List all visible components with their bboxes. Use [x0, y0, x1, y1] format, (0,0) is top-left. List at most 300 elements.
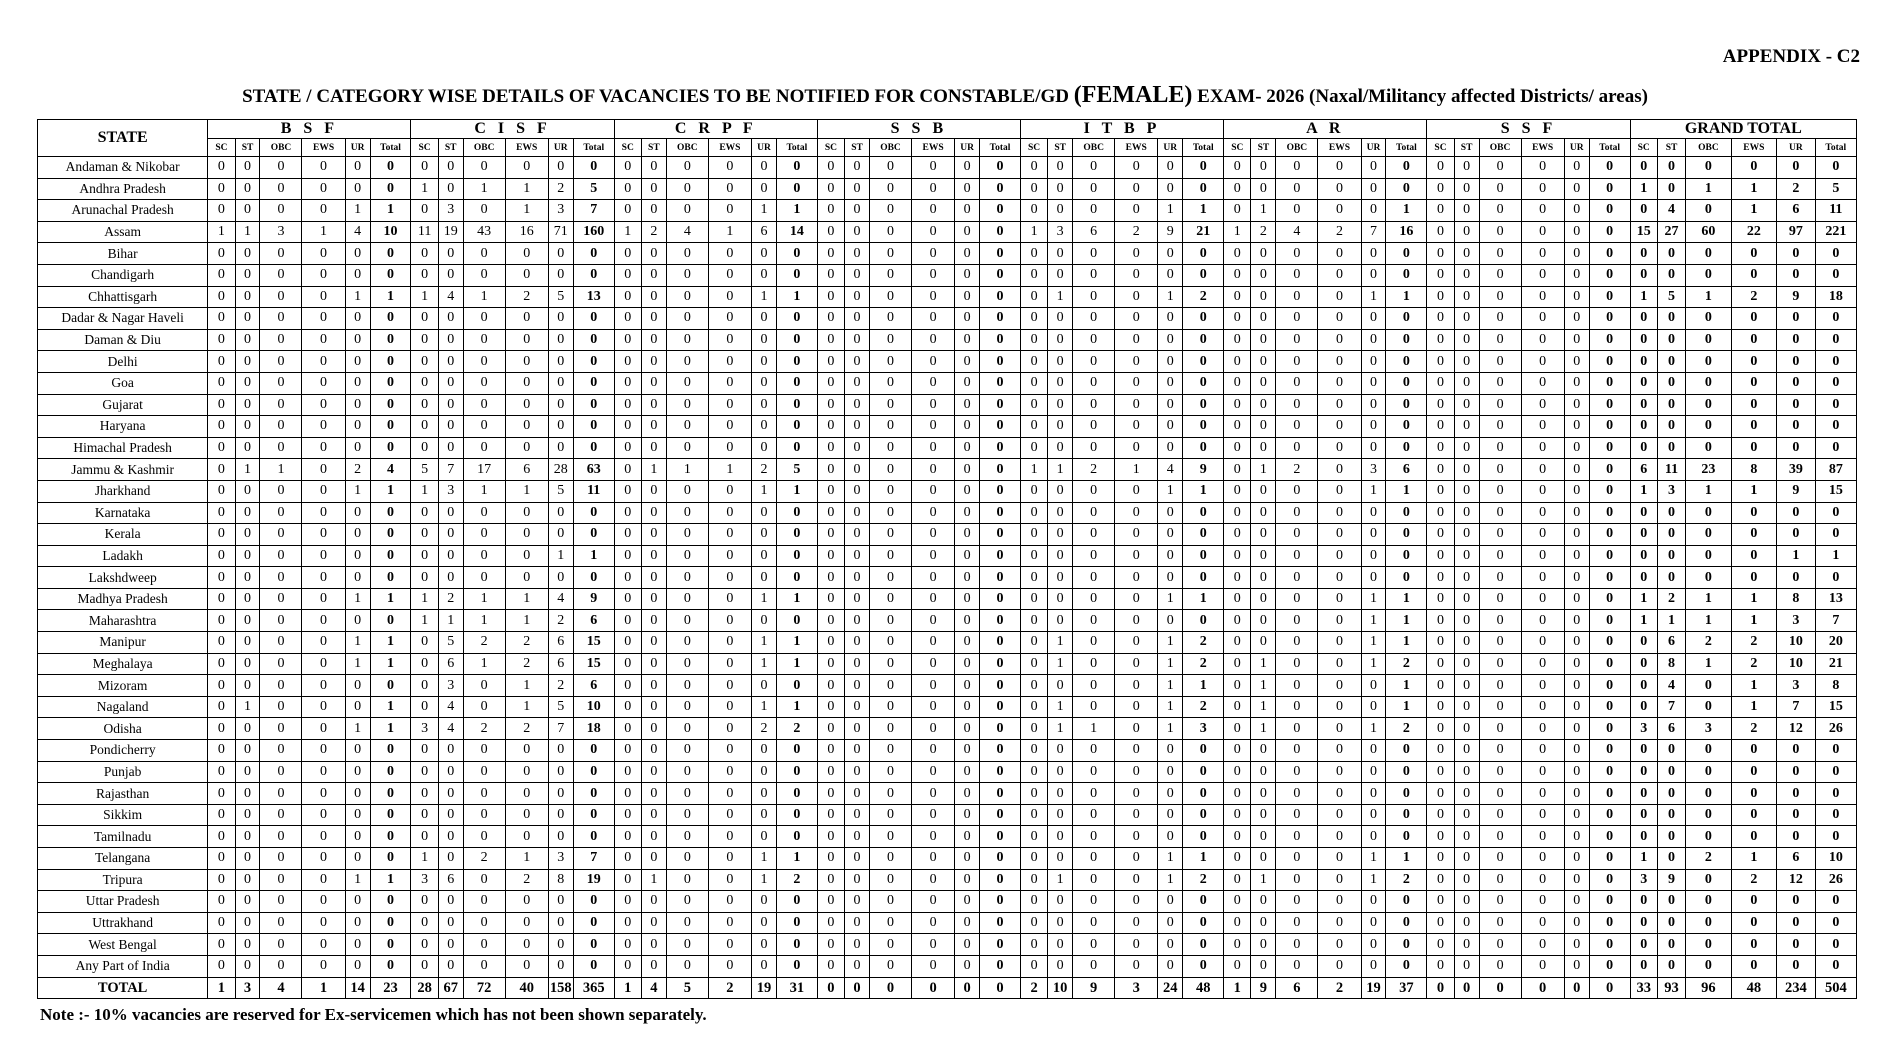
value-cell: 0: [751, 783, 776, 805]
value-cell: 0: [1479, 286, 1521, 308]
value-cell: 0: [1454, 632, 1479, 654]
value-cell: 0: [870, 264, 912, 286]
value-cell: 0: [817, 891, 844, 913]
value-cell: 0: [1276, 696, 1318, 718]
value-cell: 0: [1479, 610, 1521, 632]
value-cell: 0: [505, 372, 548, 394]
total-cell: 0: [573, 955, 614, 977]
value-cell: 0: [208, 264, 235, 286]
category-header: Total: [1386, 139, 1427, 157]
value-cell: 0: [1427, 524, 1454, 546]
value-cell: 0: [1479, 761, 1521, 783]
value-cell: 0: [260, 826, 302, 848]
value-cell: 0: [260, 783, 302, 805]
value-cell: 1: [463, 178, 505, 200]
value-cell: 0: [1454, 567, 1479, 589]
value-cell: 0: [641, 351, 666, 373]
value-cell: 0: [666, 761, 708, 783]
value-cell: 0: [1777, 912, 1816, 934]
value-cell: 0: [1073, 178, 1115, 200]
appendix-label: APPENDIX - C2: [1722, 46, 1860, 67]
value-cell: 0: [1048, 524, 1073, 546]
value-cell: 0: [1115, 934, 1158, 956]
value-cell: 0: [666, 718, 708, 740]
value-cell: 1: [1630, 480, 1657, 502]
value-cell: 0: [845, 264, 870, 286]
value-cell: 0: [1224, 459, 1251, 481]
value-cell: 0: [1564, 588, 1589, 610]
value-cell: 0: [345, 524, 370, 546]
value-cell: 0: [1318, 459, 1361, 481]
value-cell: 0: [463, 783, 505, 805]
state-name: Karnataka: [38, 502, 208, 524]
value-cell: 0: [751, 912, 776, 934]
value-cell: 0: [1521, 696, 1564, 718]
value-cell: 0: [463, 308, 505, 330]
value-cell: 0: [817, 308, 844, 330]
total-cell: 1: [776, 588, 817, 610]
total-cell: 0: [776, 264, 817, 286]
value-cell: 0: [641, 675, 666, 697]
value-cell: 6: [548, 653, 573, 675]
value-cell: 0: [463, 869, 505, 891]
total-cell: 0: [1183, 157, 1224, 179]
value-cell: 0: [1158, 394, 1183, 416]
value-cell: 0: [1224, 502, 1251, 524]
value-cell: 0: [614, 567, 641, 589]
table-row: [38, 264, 1857, 286]
value-cell: 1: [505, 696, 548, 718]
value-cell: 0: [641, 329, 666, 351]
value-cell: 0: [1048, 912, 1073, 934]
value-cell: 0: [1777, 891, 1816, 913]
total-cell: 0: [980, 502, 1021, 524]
total-cell: 0: [980, 372, 1021, 394]
value-cell: 0: [666, 394, 708, 416]
value-cell: 1: [1731, 675, 1776, 697]
value-cell: 0: [614, 437, 641, 459]
total-cell: 0: [1386, 545, 1427, 567]
value-cell: 0: [411, 372, 438, 394]
value-cell: 1: [1731, 588, 1776, 610]
value-cell: 1: [235, 221, 260, 243]
value-cell: 0: [235, 675, 260, 697]
total-cell: 15: [1815, 480, 1856, 502]
value-cell: 0: [912, 264, 955, 286]
value-cell: 0: [1224, 696, 1251, 718]
value-cell: 1: [411, 588, 438, 610]
value-cell: 1: [1657, 610, 1685, 632]
value-cell: 0: [1318, 372, 1361, 394]
force-header: S S B: [817, 120, 1020, 139]
value-cell: 0: [1251, 891, 1276, 913]
total-cell: 0: [1386, 934, 1427, 956]
value-cell: 0: [1158, 761, 1183, 783]
value-cell: 0: [1454, 696, 1479, 718]
value-cell: 0: [345, 912, 370, 934]
value-cell: 0: [1427, 848, 1454, 870]
category-header: Total: [573, 139, 614, 157]
value-cell: 0: [1115, 200, 1158, 222]
value-cell: 0: [1318, 610, 1361, 632]
value-cell: 0: [1731, 308, 1776, 330]
value-cell: 0: [1521, 588, 1564, 610]
value-cell: 0: [751, 264, 776, 286]
value-cell: 0: [1251, 394, 1276, 416]
value-cell: 0: [438, 934, 463, 956]
value-cell: 0: [260, 675, 302, 697]
state-name: Andaman & Nikobar: [38, 157, 208, 179]
total-cell: 0: [573, 157, 614, 179]
value-cell: 1: [1158, 480, 1183, 502]
value-cell: 0: [438, 891, 463, 913]
value-cell: 0: [1777, 416, 1816, 438]
force-header: C R P F: [614, 120, 817, 139]
total-cell: 0: [1589, 264, 1630, 286]
value-cell: 0: [1251, 545, 1276, 567]
value-cell: 0: [912, 545, 955, 567]
value-cell: 0: [1479, 416, 1521, 438]
value-cell: 0: [1657, 761, 1685, 783]
value-cell: 0: [666, 588, 708, 610]
value-cell: 0: [1521, 437, 1564, 459]
value-cell: 0: [845, 761, 870, 783]
value-cell: 0: [845, 524, 870, 546]
value-cell: 0: [1427, 178, 1454, 200]
value-cell: 0: [302, 200, 345, 222]
total-cell: 0: [776, 545, 817, 567]
value-cell: 0: [1361, 502, 1386, 524]
total-cell: 10: [370, 221, 411, 243]
value-cell: 1: [1251, 200, 1276, 222]
value-cell: 0: [912, 740, 955, 762]
value-cell: 0: [1427, 416, 1454, 438]
value-cell: 0: [1657, 524, 1685, 546]
value-cell: 1: [1686, 588, 1731, 610]
value-cell: 0: [235, 632, 260, 654]
value-cell: 0: [1224, 545, 1251, 567]
value-cell: 0: [345, 934, 370, 956]
value-cell: 0: [751, 761, 776, 783]
value-cell: 0: [463, 955, 505, 977]
value-cell: 0: [548, 567, 573, 589]
total-cell: 0: [1386, 740, 1427, 762]
value-cell: 0: [1158, 610, 1183, 632]
value-cell: 0: [1427, 157, 1454, 179]
value-cell: 2: [641, 221, 666, 243]
state-name: Uttrakhand: [38, 912, 208, 934]
table-row: [38, 200, 1857, 222]
value-cell: 0: [817, 761, 844, 783]
value-cell: 0: [1521, 480, 1564, 502]
value-cell: 0: [1276, 588, 1318, 610]
value-cell: 0: [817, 740, 844, 762]
value-cell: 0: [751, 437, 776, 459]
value-cell: 0: [955, 740, 980, 762]
value-cell: 0: [463, 524, 505, 546]
value-cell: 1: [345, 200, 370, 222]
value-cell: 1: [1777, 545, 1816, 567]
value-cell: 0: [912, 653, 955, 675]
value-cell: 0: [870, 567, 912, 589]
value-cell: 0: [505, 329, 548, 351]
value-cell: 0: [1115, 524, 1158, 546]
value-cell: 0: [302, 394, 345, 416]
value-cell: 1: [1686, 178, 1731, 200]
total-cell: 0: [1589, 912, 1630, 934]
value-cell: 0: [235, 912, 260, 934]
value-cell: 0: [1630, 653, 1657, 675]
total-cell: 0: [1589, 955, 1630, 977]
value-cell: 0: [955, 610, 980, 632]
value-cell: 1: [1251, 869, 1276, 891]
value-cell: 4: [438, 718, 463, 740]
total-cell: 0: [1589, 588, 1630, 610]
value-cell: 0: [1777, 804, 1816, 826]
total-cell: 0: [1815, 502, 1856, 524]
value-cell: 0: [870, 804, 912, 826]
value-cell: 0: [1073, 588, 1115, 610]
total-cell: 2: [1183, 653, 1224, 675]
value-cell: 0: [548, 394, 573, 416]
value-cell: 0: [751, 955, 776, 977]
value-cell: 0: [641, 200, 666, 222]
value-cell: 0: [1073, 761, 1115, 783]
value-cell: 0: [1276, 869, 1318, 891]
value-cell: 234: [1777, 977, 1816, 999]
value-cell: 0: [817, 848, 844, 870]
category-header: OBC: [666, 139, 708, 157]
value-cell: 0: [1073, 351, 1115, 373]
value-cell: 0: [302, 696, 345, 718]
value-cell: 0: [260, 308, 302, 330]
value-cell: 12: [1777, 869, 1816, 891]
value-cell: 4: [260, 977, 302, 999]
total-cell: 0: [776, 178, 817, 200]
value-cell: 0: [1521, 761, 1564, 783]
value-cell: 0: [614, 740, 641, 762]
value-cell: 0: [641, 480, 666, 502]
value-cell: 0: [1521, 740, 1564, 762]
value-cell: 0: [1073, 696, 1115, 718]
value-cell: 0: [845, 351, 870, 373]
value-cell: 0: [1630, 372, 1657, 394]
value-cell: 0: [463, 545, 505, 567]
total-cell: 0: [1183, 502, 1224, 524]
value-cell: 9: [1158, 221, 1183, 243]
value-cell: 0: [666, 955, 708, 977]
value-cell: 10: [1048, 977, 1073, 999]
value-cell: 0: [1158, 826, 1183, 848]
total-cell: 0: [980, 480, 1021, 502]
table-row: [38, 653, 1857, 675]
total-cell: 1: [370, 718, 411, 740]
value-cell: 0: [302, 869, 345, 891]
value-cell: 7: [548, 718, 573, 740]
table-row: [38, 610, 1857, 632]
value-cell: 0: [1251, 243, 1276, 265]
total-cell: 0: [370, 826, 411, 848]
total-cell: 1: [573, 545, 614, 567]
value-cell: 0: [666, 783, 708, 805]
value-cell: 0: [1521, 632, 1564, 654]
value-cell: 0: [1427, 804, 1454, 826]
value-cell: 0: [912, 783, 955, 805]
total-cell: 0: [573, 912, 614, 934]
value-cell: 0: [666, 157, 708, 179]
total-cell: 1: [370, 869, 411, 891]
value-cell: 0: [666, 696, 708, 718]
value-cell: 0: [614, 178, 641, 200]
value-cell: 0: [1224, 480, 1251, 502]
value-cell: 0: [1731, 264, 1776, 286]
value-cell: 0: [1686, 891, 1731, 913]
total-cell: 0: [980, 912, 1021, 934]
table-row: [38, 394, 1857, 416]
value-cell: 2: [1686, 848, 1731, 870]
category-header: OBC: [1686, 139, 1731, 157]
value-cell: 3: [1630, 718, 1657, 740]
value-cell: 0: [614, 718, 641, 740]
value-cell: 0: [912, 912, 955, 934]
value-cell: 0: [548, 524, 573, 546]
value-cell: 0: [1318, 502, 1361, 524]
value-cell: 0: [1224, 632, 1251, 654]
value-cell: 22: [1731, 221, 1776, 243]
value-cell: 0: [641, 783, 666, 805]
value-cell: 67: [438, 977, 463, 999]
total-cell: 0: [573, 740, 614, 762]
value-cell: 0: [548, 437, 573, 459]
total-cell: 0: [1183, 891, 1224, 913]
value-cell: 1: [235, 459, 260, 481]
total-cell: 37: [1386, 977, 1427, 999]
value-cell: 0: [438, 804, 463, 826]
table-row: [38, 437, 1857, 459]
value-cell: 0: [1115, 912, 1158, 934]
total-cell: 0: [1183, 934, 1224, 956]
total-cell: 0: [1183, 567, 1224, 589]
value-cell: 0: [870, 437, 912, 459]
value-cell: 1: [1731, 178, 1776, 200]
category-header: ST: [845, 139, 870, 157]
value-cell: 0: [345, 243, 370, 265]
value-cell: 0: [870, 351, 912, 373]
value-cell: 0: [1521, 243, 1564, 265]
value-cell: 0: [1318, 632, 1361, 654]
total-cell: 1: [1183, 200, 1224, 222]
value-cell: 0: [641, 243, 666, 265]
value-cell: 0: [1115, 480, 1158, 502]
total-cell: 10: [1815, 848, 1856, 870]
total-cell: 0: [776, 416, 817, 438]
value-cell: 0: [870, 157, 912, 179]
value-cell: 0: [1777, 524, 1816, 546]
value-cell: 0: [1454, 416, 1479, 438]
value-cell: 0: [666, 524, 708, 546]
value-cell: 0: [302, 329, 345, 351]
state-name: Daman & Diu: [38, 329, 208, 351]
value-cell: 0: [955, 372, 980, 394]
value-cell: 93: [1657, 977, 1685, 999]
value-cell: 0: [1427, 610, 1454, 632]
state-name: Odisha: [38, 718, 208, 740]
value-cell: 0: [1454, 869, 1479, 891]
value-cell: 0: [260, 740, 302, 762]
value-cell: 0: [751, 502, 776, 524]
value-cell: 0: [1777, 308, 1816, 330]
value-cell: 12: [1777, 718, 1816, 740]
value-cell: 0: [208, 804, 235, 826]
total-cell: 0: [980, 891, 1021, 913]
value-cell: 1: [463, 286, 505, 308]
value-cell: 0: [1318, 675, 1361, 697]
value-cell: 0: [1564, 329, 1589, 351]
value-cell: 0: [548, 934, 573, 956]
value-cell: 0: [1251, 372, 1276, 394]
value-cell: 0: [1564, 524, 1589, 546]
value-cell: 0: [708, 740, 751, 762]
value-cell: 0: [1318, 286, 1361, 308]
value-cell: 0: [302, 934, 345, 956]
value-cell: 0: [1318, 416, 1361, 438]
category-header: ST: [1251, 139, 1276, 157]
value-cell: 0: [1318, 955, 1361, 977]
value-cell: 0: [463, 891, 505, 913]
value-cell: 0: [912, 804, 955, 826]
value-cell: 0: [1686, 761, 1731, 783]
value-cell: 19: [438, 221, 463, 243]
value-cell: 0: [1073, 848, 1115, 870]
value-cell: 0: [955, 696, 980, 718]
total-cell: 0: [370, 264, 411, 286]
value-cell: 0: [208, 200, 235, 222]
value-cell: 0: [1564, 912, 1589, 934]
category-header: EWS: [708, 139, 751, 157]
value-cell: 0: [1318, 740, 1361, 762]
total-cell: 4: [370, 459, 411, 481]
value-cell: 0: [208, 610, 235, 632]
state-name: Arunachal Pradesh: [38, 200, 208, 222]
category-header: Total: [1815, 139, 1856, 157]
value-cell: 0: [1158, 524, 1183, 546]
value-cell: 39: [1777, 459, 1816, 481]
value-cell: 0: [345, 545, 370, 567]
total-cell: 0: [370, 351, 411, 373]
value-cell: 0: [614, 480, 641, 502]
state-name: Chandigarh: [38, 264, 208, 286]
value-cell: 1: [411, 480, 438, 502]
value-cell: 0: [1318, 869, 1361, 891]
value-cell: 0: [614, 416, 641, 438]
value-cell: 0: [1686, 416, 1731, 438]
table-row: [38, 524, 1857, 546]
value-cell: 0: [1479, 869, 1521, 891]
value-cell: 0: [1479, 977, 1521, 999]
value-cell: 0: [1048, 502, 1073, 524]
value-cell: 0: [1686, 934, 1731, 956]
value-cell: 0: [817, 157, 844, 179]
table-row: [38, 632, 1857, 654]
value-cell: 3: [438, 200, 463, 222]
value-cell: 0: [614, 891, 641, 913]
value-cell: 0: [708, 200, 751, 222]
value-cell: 0: [955, 977, 980, 999]
value-cell: 0: [641, 610, 666, 632]
table-row: [38, 891, 1857, 913]
value-cell: 0: [208, 329, 235, 351]
total-cell: 0: [1815, 740, 1856, 762]
